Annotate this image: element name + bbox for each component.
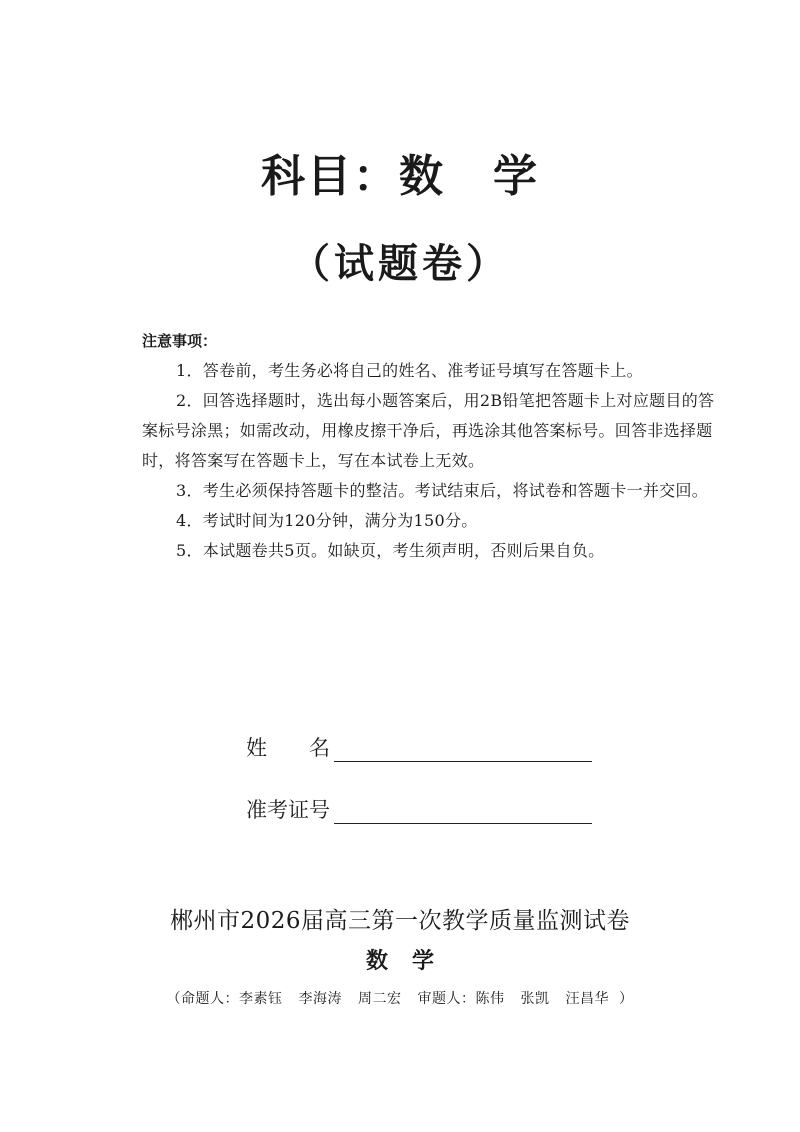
subject-prefix: 科目：: [261, 151, 399, 202]
notes-section: [142, 326, 722, 566]
reviewer-name: 汪昌华: [565, 991, 609, 1007]
subject-char-1: 数: [399, 151, 445, 202]
candidate-fields: [246, 700, 592, 824]
name-label-char-1: 姓: [246, 736, 267, 760]
setter-name: 李素钰: [239, 991, 283, 1007]
reviewers-label: 审题人：: [417, 991, 476, 1007]
exam-title: 郴州市2026届高三第一次教学质量监测试卷: [169, 908, 631, 934]
subject-title: [0, 140, 800, 204]
id-input-line[interactable]: [334, 797, 592, 824]
setter-name: 周二宏: [358, 991, 402, 1007]
id-field-row: [246, 762, 592, 824]
name-label-char-2: 名: [309, 736, 330, 760]
credits-open: （: [166, 991, 181, 1007]
note-item: 1．答卷前，考生务必将自己的姓名、准考证号填写在答题卡上。: [176, 361, 643, 380]
exam-subject-char-1: 数: [365, 949, 388, 974]
paper-type: （试题卷）: [290, 240, 510, 287]
reviewer-name: 张凯: [520, 991, 550, 1007]
id-label: 准考证号: [246, 798, 330, 822]
credits-close: ）: [619, 991, 634, 1007]
notes-heading: 注意事项：: [142, 332, 218, 350]
note-item: 2．回答选择题时，选出每小题答案后，用2B铅笔把答题卡上对应题目的答案标号涂黑；如需改动，用橡皮擦干净后，再选涂其他答案标号。回答非选择题时，将答案写在答题卡上，写在本试卷上无效。: [142, 391, 715, 470]
setter-name: 李海涛: [298, 991, 342, 1007]
note-item: 5．本试题卷共5页。如缺页，考生须声明，否则后果自负。: [176, 541, 605, 560]
exam-subject-char-2: 学: [412, 949, 435, 974]
exam-subject: [0, 944, 800, 975]
name-input-line[interactable]: [334, 735, 592, 762]
name-label: [246, 732, 334, 762]
subject-char-2: 学: [493, 151, 539, 202]
setters-label: 命题人：: [181, 991, 239, 1007]
note-item: 4．考试时间为120分钟，满分为150分。: [176, 511, 478, 530]
name-field-row: [246, 700, 592, 762]
credits-line: [0, 988, 800, 1008]
reviewer-name: 陈伟: [475, 991, 505, 1007]
note-item: 3．考生必须保持答题卡的整洁。考试结束后，将试卷和答题卡一并交回。: [176, 481, 709, 500]
